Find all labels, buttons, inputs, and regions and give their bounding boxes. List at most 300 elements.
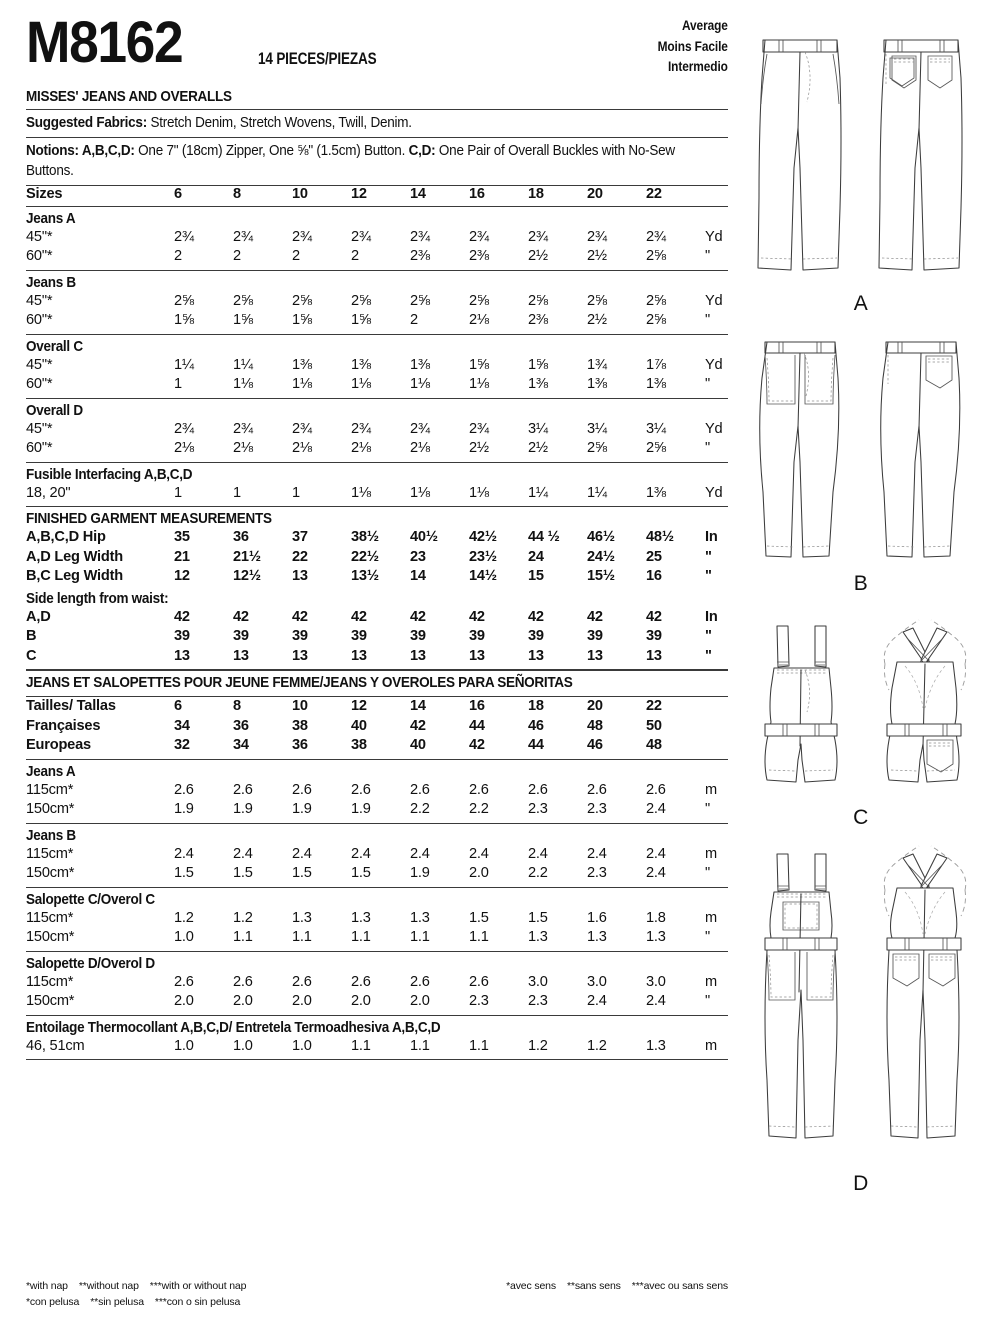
cell-size-9: 3¼ (646, 420, 666, 437)
row-unit: " (705, 865, 710, 881)
cell-size-2: 34 (233, 737, 249, 753)
cell-size-4: 1.1 (351, 1037, 371, 1054)
cell-size-9: 1⅜ (646, 376, 666, 392)
cell-size-8: 1.6 (587, 909, 607, 926)
cell-size-3: 13 (292, 647, 308, 664)
notions (26, 138, 679, 185)
cell-size-7: 42 (528, 608, 544, 625)
cell-size-9: 2.4 (646, 845, 666, 862)
cell-size-4: 1.1 (351, 929, 371, 945)
cell-size-8: 24½ (587, 548, 615, 565)
cell-size-1: 1.5 (174, 865, 194, 881)
illustration-view-c (735, 612, 987, 830)
row-unit: m (705, 781, 717, 798)
cell-size-6: 39 (469, 628, 485, 644)
cell-size-4: 1.9 (351, 801, 371, 817)
cell-size-5: 2.6 (410, 781, 430, 798)
cell-size-1: 32 (174, 737, 190, 753)
cell-size-6: 23½ (469, 548, 497, 565)
cell-size-6: 2⅜ (469, 248, 489, 264)
cell-size-4: 2¾ (351, 420, 371, 437)
cell-size-1: 2.4 (174, 845, 194, 862)
yardage-section (26, 335, 728, 398)
cell-size-7: 18 (528, 186, 544, 202)
cell-size-5: 2.6 (410, 973, 430, 990)
cell-size-4: 22½ (351, 548, 379, 565)
cell-size-7: 18 (528, 698, 544, 714)
cell-size-2: 2⅝ (233, 292, 253, 309)
notions-label: Notions: (26, 143, 79, 159)
cell-size-5: 1.1 (410, 1037, 430, 1054)
fabric-width-label: 60"* (26, 440, 53, 456)
metric-size-label: Françaises (26, 717, 101, 734)
cell-size-9: 13 (646, 647, 662, 664)
cell-size-3: 1⅜ (292, 356, 312, 373)
cell-size-8: 2⅝ (587, 440, 607, 456)
cell-size-8: 2.3 (587, 865, 607, 881)
cell-size-6: 2.4 (469, 845, 489, 862)
cell-size-2: 1¼ (233, 356, 253, 373)
table-row (26, 609, 728, 629)
cell-size-6: 2.2 (469, 801, 489, 817)
footnote-with-or-without-nap: ***with or without nap (149, 1280, 247, 1292)
cell-size-2: 2 (233, 248, 241, 264)
table-row (26, 718, 728, 738)
cell-size-9: 48 (646, 737, 662, 753)
cell-size-8: 2⅝ (587, 292, 607, 309)
view-d-front (765, 854, 837, 1138)
row-unit: " (705, 628, 712, 644)
yardage-section (26, 463, 728, 507)
view-letter-b: B (853, 572, 869, 595)
cell-size-5: 23 (410, 548, 426, 565)
cell-size-2: 2.6 (233, 781, 253, 798)
cell-size-7: 2.2 (528, 865, 548, 881)
cell-size-2: 1.0 (233, 1037, 253, 1054)
cell-size-9: 1⅜ (646, 484, 666, 501)
cell-size-4: 2.0 (351, 993, 371, 1009)
table-row (26, 248, 728, 268)
cell-size-5: 2.0 (410, 993, 430, 1009)
table-row (26, 801, 728, 821)
cell-size-4: 2.6 (351, 973, 371, 990)
cell-size-9: 2.4 (646, 993, 666, 1009)
yardage-section (26, 271, 728, 334)
cell-size-7: 2½ (528, 248, 548, 264)
cell-size-9: 1.3 (646, 929, 666, 945)
side-length-label: Side length from waist: (26, 589, 169, 607)
cell-size-5: 2¾ (410, 228, 430, 245)
cell-size-7: 2.3 (528, 993, 548, 1009)
cell-size-2: 8 (233, 698, 241, 714)
metric-size-label: Tailles/ Tallas (26, 698, 116, 714)
cell-size-1: 6 (174, 186, 182, 202)
cell-size-1: 2.0 (174, 993, 194, 1009)
page-title: M8162 (26, 10, 183, 75)
cell-size-8: 20 (587, 698, 603, 714)
fabric-width-label: 45"* (26, 228, 53, 245)
cell-size-5: 1.9 (410, 865, 430, 881)
cell-size-1: 2¾ (174, 228, 194, 245)
cell-size-2: 2.6 (233, 973, 253, 990)
cell-size-8: 1¾ (587, 356, 607, 373)
illustration-view-b (735, 322, 987, 596)
row-unit: Yd (705, 228, 723, 245)
fabric-width-label: 60"* (26, 312, 53, 328)
cell-size-7: 44 ½ (528, 529, 560, 545)
metric-yardage-section (26, 824, 728, 887)
metric-width-label: 150cm* (26, 801, 75, 817)
garment-title: MISSES' JEANS AND OVERALLS (26, 88, 232, 105)
cell-size-1: 1 (174, 376, 182, 392)
table-row (26, 1038, 728, 1058)
view-d-back (884, 846, 966, 1138)
footnote-without-nap: **without nap (78, 1280, 139, 1292)
row-unit: m (705, 909, 717, 926)
row-unit: In (705, 529, 718, 545)
cell-size-9: 39 (646, 628, 662, 644)
cell-size-1: 13 (174, 647, 190, 664)
cell-size-9: 16 (646, 568, 662, 584)
table-row (26, 549, 728, 569)
cell-size-8: 48 (587, 717, 603, 734)
cell-size-5: 2⅛ (410, 440, 430, 456)
footnotes-nap-en (26, 1278, 257, 1294)
cell-size-6: 2⅛ (469, 312, 489, 328)
pattern-info-column (26, 0, 728, 1340)
fabric-width-label: 18, 20" (26, 484, 71, 501)
row-unit: m (705, 845, 717, 862)
cell-size-9: 22 (646, 698, 662, 714)
cell-size-9: 3.0 (646, 973, 666, 990)
cell-size-4: 1⅜ (351, 356, 371, 373)
cell-size-1: 1.0 (174, 929, 194, 945)
cell-size-3: 2.4 (292, 845, 312, 862)
cell-size-4: 38 (351, 737, 367, 753)
cell-size-6: 14½ (469, 568, 497, 584)
cell-size-4: 2⅛ (351, 440, 371, 456)
cell-size-5: 2⅝ (410, 292, 430, 309)
table-row (26, 737, 728, 757)
table-row (26, 186, 728, 206)
cell-size-4: 2⅝ (351, 292, 371, 309)
view-letter-c: C (853, 806, 869, 829)
cell-size-5: 42 (410, 717, 426, 734)
metric-width-label: 115cm* (26, 845, 74, 862)
metric-width-label: 150cm* (26, 929, 75, 945)
cell-size-9: 22 (646, 186, 662, 202)
table-row (26, 376, 728, 396)
cell-size-9: 2⅝ (646, 440, 666, 456)
cell-size-1: 39 (174, 628, 190, 644)
cell-size-8: 1¼ (587, 484, 607, 501)
section-title-fusible-interfacing-a-b-c-d: Fusible Interfacing A,B,C,D (26, 465, 193, 483)
suggested-fabrics-label: Suggested Fabrics: (26, 115, 147, 131)
cell-size-3: 2¾ (292, 228, 312, 245)
cell-size-7: 1.2 (528, 1037, 548, 1054)
row-unit: " (705, 568, 712, 584)
cell-size-3: 2¾ (292, 420, 312, 437)
cell-size-6: 16 (469, 698, 485, 714)
metric-size-block (26, 697, 728, 759)
row-unit: " (705, 312, 710, 328)
difficulty-fr: Moins Facile (657, 38, 728, 54)
cell-size-8: 39 (587, 628, 603, 644)
cell-size-3: 10 (292, 186, 308, 202)
cell-size-8: 1.2 (587, 1037, 607, 1054)
difficulty-en: Average (682, 18, 728, 33)
cell-size-3: 2.6 (292, 781, 312, 798)
cell-size-8: 20 (587, 186, 603, 202)
cell-size-9: 2.6 (646, 781, 666, 798)
cell-size-1: 2.6 (174, 781, 194, 798)
view-letter-d: D (853, 1172, 869, 1195)
cell-size-8: 46½ (587, 529, 615, 545)
cell-size-4: 13 (351, 647, 367, 664)
cell-size-1: 1.2 (174, 909, 194, 926)
cell-size-7: 1⅝ (528, 356, 548, 373)
footnote-avec-ou-sans-sens: ***avec ou sans sens (631, 1280, 728, 1292)
cell-size-8: 13 (587, 647, 603, 664)
cell-size-6: 2½ (469, 440, 489, 456)
cell-size-2: 8 (233, 186, 241, 202)
cell-size-4: 1⅛ (351, 484, 371, 501)
footnote-avec-sens: *avec sens (506, 1280, 556, 1292)
cell-size-7: 2.3 (528, 801, 548, 817)
table-row (26, 910, 728, 930)
cell-size-1: 1 (174, 484, 182, 501)
cell-size-7: 1⅜ (528, 376, 548, 392)
cell-size-9: 50 (646, 717, 662, 734)
row-unit: " (705, 440, 710, 456)
cell-size-3: 2 (292, 248, 300, 264)
cell-size-5: 2.4 (410, 845, 430, 862)
cell-size-7: 24 (528, 548, 544, 565)
metric-section-title: Jeans B (26, 826, 76, 844)
pieces-count: 14 PIECES/PIEZAS (258, 50, 377, 68)
cell-size-7: 3.0 (528, 973, 548, 990)
cell-size-3: 22 (292, 548, 308, 565)
cell-size-8: 2.4 (587, 993, 607, 1009)
cell-size-9: 1.8 (646, 909, 666, 926)
notions-text-1: One 7" (18cm) Zipper, One ⅝" (1.5cm) Button. (134, 143, 409, 159)
cell-size-4: 2¾ (351, 228, 371, 245)
cell-size-8: 3¼ (587, 420, 607, 437)
divider (26, 1059, 728, 1060)
cell-size-2: 1.9 (233, 801, 253, 817)
cell-size-4: 1⅝ (351, 312, 371, 328)
cell-size-4: 38½ (351, 529, 379, 545)
cell-size-9: 48½ (646, 529, 674, 545)
garment-illustrations (735, 0, 987, 1340)
cell-size-4: 1.5 (351, 865, 371, 881)
row-unit: " (705, 993, 710, 1009)
metric-width-label: 115cm* (26, 781, 74, 798)
cell-size-4: 2 (351, 248, 359, 264)
table-row (26, 357, 728, 377)
cell-size-9: 1.3 (646, 1037, 666, 1054)
cell-size-3: 2⅝ (292, 292, 312, 309)
cell-size-4: 12 (351, 698, 367, 714)
table-row (26, 312, 728, 332)
measurement-label: B,C Leg Width (26, 568, 123, 584)
table-row (26, 865, 728, 885)
view-letter-a: A (853, 292, 869, 315)
notions-group-2: C,D: (408, 143, 436, 159)
cell-size-3: 1 (292, 484, 300, 501)
cell-size-8: 2¾ (587, 228, 607, 245)
cell-size-3: 1⅛ (292, 376, 312, 392)
metric-section-title: Salopette D/Overol D (26, 954, 155, 972)
cell-size-6: 44 (469, 717, 485, 734)
cell-size-5: 14 (410, 186, 426, 202)
table-row (26, 846, 728, 866)
cell-size-3: 42 (292, 608, 308, 625)
fabric-width-label: 45"* (26, 356, 53, 373)
cell-size-6: 1⅛ (469, 376, 489, 392)
cell-size-2: 2¾ (233, 228, 253, 245)
metric-width-label: 115cm* (26, 973, 74, 990)
cell-size-3: 1.1 (292, 929, 312, 945)
row-unit: " (705, 376, 710, 392)
cell-size-9: 2⅝ (646, 292, 666, 309)
fabric-width-label: 45"* (26, 292, 53, 309)
row-unit: " (705, 248, 710, 264)
cell-size-9: 2⅝ (646, 248, 666, 264)
finished-measurements-block (26, 507, 728, 669)
table-row (26, 993, 728, 1013)
cell-size-3: 38 (292, 717, 308, 734)
finished-measurements-table (26, 507, 728, 671)
measurement-label: A,B,C,D Hip (26, 529, 106, 545)
cell-size-6: 2.6 (469, 973, 489, 990)
cell-size-6: 42 (469, 737, 485, 753)
row-unit: Yd (705, 292, 723, 309)
cell-size-1: 2⅝ (174, 292, 194, 309)
cell-size-1: 1.0 (174, 1037, 194, 1054)
footnotes-nap-es (26, 1294, 251, 1310)
measurement-label: A,D Leg Width (26, 548, 123, 565)
row-unit: Yd (705, 356, 723, 373)
table-row (26, 568, 728, 588)
cell-size-1: 35 (174, 529, 190, 545)
fabric-width-label: 60"* (26, 376, 53, 392)
cell-size-5: 14 (410, 698, 426, 714)
footnote-sin-pelusa: **sin pelusa (90, 1296, 144, 1309)
cell-size-7: 3¼ (528, 420, 548, 437)
cell-size-2: 42 (233, 608, 249, 625)
cell-size-9: 2¾ (646, 228, 666, 245)
section-title-overall-d: Overall D (26, 401, 83, 419)
cell-size-5: 1⅜ (410, 356, 430, 373)
cell-size-2: 36 (233, 529, 249, 545)
cell-size-7: 1.5 (528, 909, 548, 926)
cell-size-2: 13 (233, 647, 249, 664)
table-row (26, 929, 728, 949)
row-unit: In (705, 608, 718, 625)
notions-text-2: One Pair of Overall Buckles with No-Sew Buttons. (26, 143, 675, 179)
cell-size-6: 2¾ (469, 420, 489, 437)
row-unit: Yd (705, 484, 723, 501)
cell-size-2: 36 (233, 717, 249, 734)
cell-size-5: 1.3 (410, 909, 430, 926)
section-title-jeans-b: Jeans B (26, 273, 76, 291)
cell-size-5: 1⅛ (410, 376, 430, 392)
metric-section-title: Jeans A (26, 762, 76, 780)
cell-size-4: 42 (351, 608, 367, 625)
cell-size-1: 6 (174, 698, 182, 714)
table-row (26, 229, 728, 249)
cell-size-6: 2.0 (469, 865, 489, 881)
cell-size-6: 2⅝ (469, 292, 489, 309)
cell-size-1: 2⅛ (174, 440, 194, 456)
cell-size-2: 2⅛ (233, 440, 253, 456)
cell-size-5: 2 (410, 312, 418, 328)
cell-size-7: 15 (528, 568, 544, 584)
fabric-width-label: 45"* (26, 420, 53, 437)
cell-size-8: 46 (587, 737, 603, 753)
cell-size-5: 40½ (410, 529, 438, 545)
cell-size-6: 1⅛ (469, 484, 489, 501)
cell-size-6: 1.1 (469, 929, 489, 945)
metric-banner: JEANS ET SALOPETTES POUR JEUNE FEMME/JEANS Y OVEROLES PARA SEÑORITAS (26, 675, 573, 691)
metric-width-label: 150cm* (26, 865, 75, 881)
cell-size-5: 40 (410, 737, 426, 753)
cell-size-2: 2.0 (233, 993, 253, 1009)
cell-size-5: 39 (410, 628, 426, 644)
cell-size-2: 2.4 (233, 845, 253, 862)
view-b-front (760, 342, 839, 557)
cell-size-1: 42 (174, 608, 190, 625)
row-unit: m (705, 1037, 717, 1054)
section-title-jeans-a: Jeans A (26, 209, 76, 227)
cell-size-2: 2¾ (233, 420, 253, 437)
cell-size-3: 36 (292, 737, 308, 753)
metric-yardage-section (26, 952, 728, 1015)
cell-size-4: 40 (351, 717, 367, 734)
cell-size-8: 3.0 (587, 973, 607, 990)
view-b-back (881, 342, 960, 557)
cell-size-2: 1 (233, 484, 241, 501)
cell-size-7: 2.6 (528, 781, 548, 798)
cell-size-3: 13 (292, 568, 308, 584)
cell-size-5: 2⅜ (410, 248, 430, 264)
row-unit: Yd (705, 420, 723, 437)
cell-size-9: 42 (646, 608, 662, 625)
header (26, 0, 728, 86)
imperial-yardage-table (26, 186, 728, 507)
cell-size-5: 2.2 (410, 801, 430, 817)
cell-size-9: 2⅝ (646, 312, 666, 328)
cell-size-4: 1⅛ (351, 376, 371, 392)
footnote-sans-sens: **sans sens (566, 1280, 621, 1292)
cell-size-5: 2¾ (410, 420, 430, 437)
cell-size-3: 1.0 (292, 1037, 312, 1054)
table-row (26, 485, 728, 505)
cell-size-4: 13½ (351, 568, 379, 584)
cell-size-3: 2.0 (292, 993, 312, 1009)
cell-size-4: 2.4 (351, 845, 371, 862)
cell-size-6: 42½ (469, 529, 497, 545)
cell-size-5: 13 (410, 647, 426, 664)
cell-size-9: 25 (646, 548, 662, 565)
cell-size-6: 42 (469, 608, 485, 625)
cell-size-1: 12 (174, 568, 190, 584)
cell-size-8: 2.6 (587, 781, 607, 798)
finished-measurements-title: FINISHED GARMENT MEASUREMENTS (26, 510, 272, 527)
cell-size-6: 2.3 (469, 993, 489, 1009)
cell-size-7: 1¼ (528, 484, 548, 501)
